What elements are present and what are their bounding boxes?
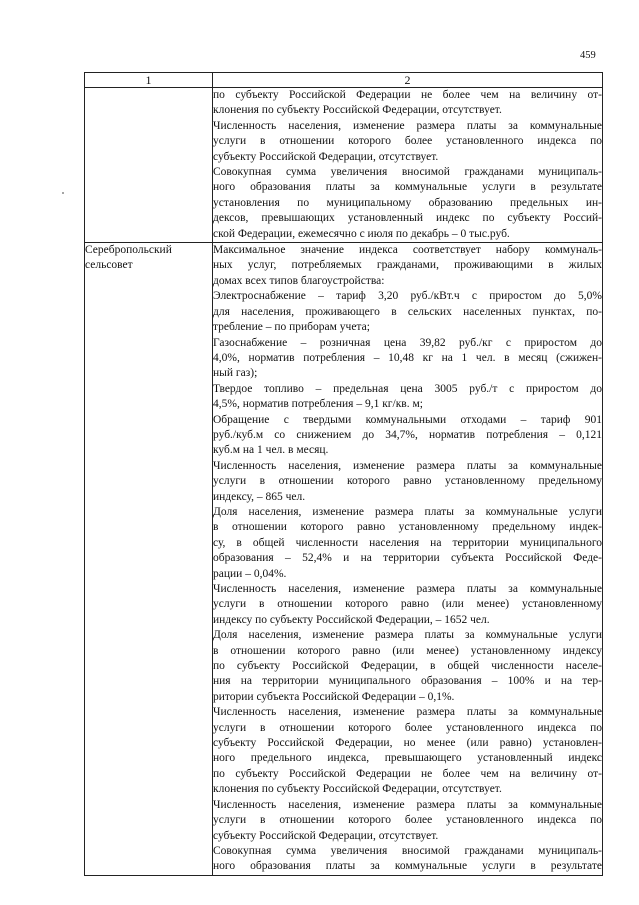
- text-line: Доля населения, изменение размера платы за коммунальные услуги: [213, 505, 602, 518]
- text-line: образования – 52,4% и на территории субъекта Российской Феде-: [213, 552, 602, 565]
- page-number: 459: [580, 50, 596, 61]
- text-line: по субъекту Российской Федерации не более чем на величину от-: [213, 767, 602, 780]
- text-line: в отношении которого равно (или менее) установленному индексу: [213, 644, 602, 657]
- text-line: услуги в отношении которого более установленного индекса по: [213, 721, 602, 734]
- text-line: индексу по субъекту Российской Федерации, – 1652 чел.: [213, 613, 490, 626]
- column-header-1: 1: [85, 73, 213, 88]
- text-line: требление – по приборам учета;: [213, 321, 370, 334]
- text-line: услуги в отношении которого равно установленному предельному: [213, 475, 602, 488]
- text-line: услуги в отношении которого равно (или менее) установленному: [213, 598, 602, 611]
- text-line: Совокупная сумма увеличения вносимой гражданами муниципаль-: [213, 844, 602, 857]
- text-line: клонения по субъекту Российской Федерации, отсутствует.: [213, 104, 502, 117]
- row-label-cell: [85, 243, 213, 876]
- row-label-line: Серебропольский: [85, 244, 172, 257]
- table-row: [85, 88, 603, 243]
- text-line: по субъекту Российской Федерации не более чем на величину от-: [213, 89, 602, 101]
- text-line: Электроснабжение – тариф 3,20 руб./кВт.ч с приростом до 5,0%: [213, 290, 602, 303]
- text-line: Обращение с твердыми коммунальными отходами – тариф 901: [213, 413, 602, 426]
- row-label-cell: [85, 88, 213, 243]
- scan-speck: [62, 192, 64, 194]
- text-line: Численность населения, изменение размера платы за коммунальные: [213, 583, 602, 595]
- text-line: куб.м на 1 чел. в месяц.: [213, 444, 329, 457]
- text-line: Доля населения, изменение размера платы за коммунальные услуги: [213, 629, 602, 642]
- text-line: домах всех типов благоустройства:: [213, 274, 385, 287]
- text-line: 4,5%, норматив потребления – 9,1 кг/кв. м;: [213, 398, 423, 411]
- table-header-row: [85, 73, 603, 88]
- text-line: Численность населения, изменение размера платы за коммунальные: [213, 706, 602, 719]
- column-header-2: 2: [213, 73, 603, 88]
- text-line: ской Федерации, ежемесячно с июля по декабрь – 0 тыс.руб.: [213, 227, 510, 240]
- text-line: в отношении которого равно установленному предельному индек-: [213, 521, 602, 534]
- text-line: рации – 0,04%.: [213, 567, 287, 580]
- text-line: субъекту Российской Федерации, отсутствует.: [213, 150, 439, 163]
- text-line: индексу, – 865 чел.: [213, 490, 306, 503]
- text-line: услуги в отношении которого более установленного индекса по: [213, 135, 602, 148]
- text-line: для населения, проживающего в сельских населенных пунктах, по-: [213, 305, 602, 318]
- row-label-line: сельсовет: [85, 258, 133, 271]
- text-line: Твердое топливо – предельная цена 3005 руб./т с приростом до: [213, 382, 602, 395]
- text-line: Численность населения, изменение размера платы за коммунальные: [213, 459, 602, 472]
- text-line: ного образования платы за коммунальные услуги в результате: [213, 860, 602, 873]
- text-line: субъекту Российской Федерации, отсутствует.: [213, 829, 439, 842]
- text-line: Совокупная сумма увеличения вносимой гражданами муниципаль-: [213, 166, 602, 179]
- text-line: Максимальное значение индекса соответствует набору коммуналь-: [213, 244, 602, 257]
- table-row: [85, 243, 603, 876]
- text-line: ных услуг, потребляемых гражданами, проживающими в жилых: [213, 259, 602, 272]
- text-line: 4,0%, норматив потребления – 10,48 кг на 1 чел. в месяц (сжижен-: [213, 351, 602, 364]
- text-line: Численность населения, изменение размера платы за коммунальные: [213, 119, 602, 132]
- row-text-cell: [213, 243, 603, 876]
- text-line: клонения по субъекту Российской Федерации, отсутствует.: [213, 783, 502, 796]
- text-line: су, в общей численности населения на территории муниципального: [213, 536, 602, 549]
- data-table: [84, 72, 603, 876]
- text-line: по субъекту Российской Федерации, в общей численности населе-: [213, 660, 602, 673]
- text-line: ритории субъекта Российской Федерации – 0,1%.: [213, 690, 455, 703]
- text-line: ния на территории муниципального образования – 100% и на тер-: [213, 675, 602, 688]
- text-line: дексов, превышающих установленный индекс по субъекту Россий-: [213, 212, 602, 225]
- text-line: субъекту Российской Федерации, но менее (или равно) установлен-: [213, 737, 602, 750]
- text-line: руб./куб.м со снижением до 34,7%, норматив потребления – 0,121: [213, 428, 602, 441]
- text-line: ного предельного индекса, превышающего установленный индекс: [213, 752, 602, 765]
- text-line: услуги в отношении которого более установленного индекса по: [213, 814, 602, 827]
- text-line: ный газ);: [213, 367, 258, 380]
- row-text-cell: [213, 88, 603, 243]
- text-line: установления по муниципальному образованию предельных ин-: [213, 196, 602, 209]
- text-line: ного образования платы за коммунальные услуги в результате: [213, 181, 602, 194]
- text-line: Численность населения, изменение размера платы за коммунальные: [213, 798, 602, 811]
- text-line: Газоснабжение – розничная цена 39,82 руб./кг с приростом до: [213, 336, 602, 349]
